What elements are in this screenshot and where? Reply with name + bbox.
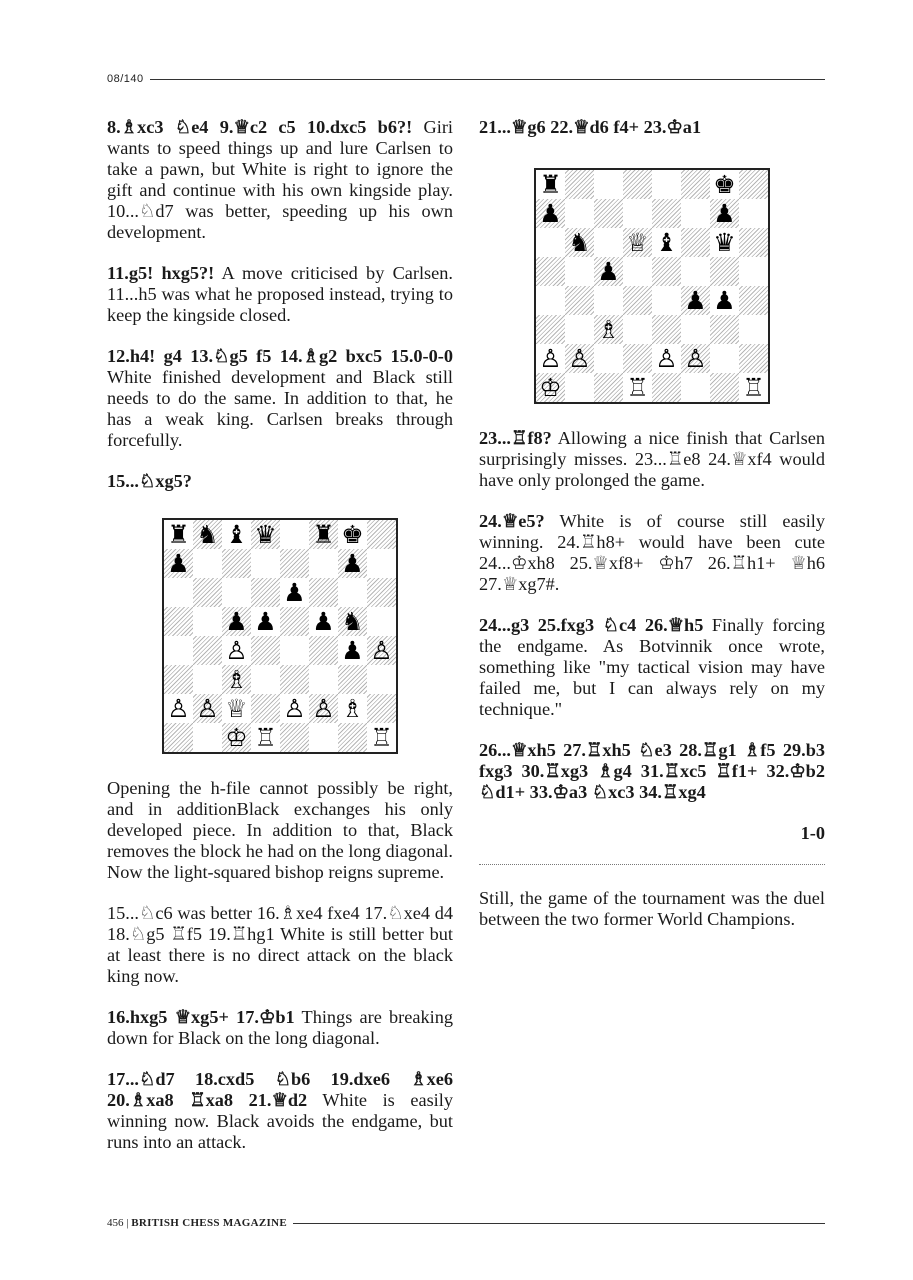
page-number: 456 bbox=[107, 1217, 124, 1229]
black-pawn-icon: ♟ bbox=[597, 257, 620, 286]
left-column bbox=[107, 117, 453, 1173]
black-rook-icon: ♜ bbox=[312, 520, 335, 549]
move-sequence: 24.♕e5? bbox=[479, 511, 545, 531]
move-sequence: 15...♘xg5? bbox=[107, 471, 192, 491]
white-rook-icon: ♖ bbox=[254, 723, 277, 752]
white-pawn-icon: ♙ bbox=[370, 636, 393, 665]
board-square bbox=[164, 723, 193, 752]
board-square bbox=[652, 257, 681, 286]
black-pawn-icon: ♟ bbox=[254, 607, 277, 636]
board-square bbox=[367, 520, 396, 549]
footer-label bbox=[107, 1217, 287, 1229]
white-pawn-icon: ♙ bbox=[539, 344, 562, 373]
board-square bbox=[565, 286, 594, 315]
black-pawn-icon: ♟ bbox=[341, 636, 364, 665]
board-square bbox=[594, 373, 623, 402]
paragraph bbox=[479, 740, 825, 803]
board-square bbox=[338, 665, 367, 694]
footer-rule bbox=[293, 1223, 825, 1224]
white-pawn-icon: ♙ bbox=[225, 636, 248, 665]
black-pawn-icon: ♟ bbox=[341, 549, 364, 578]
white-rook-icon: ♖ bbox=[626, 373, 649, 402]
black-pawn-icon: ♟ bbox=[713, 286, 736, 315]
board-square bbox=[623, 257, 652, 286]
black-king-icon: ♚ bbox=[341, 520, 364, 549]
board-square bbox=[222, 549, 251, 578]
paragraph bbox=[107, 263, 453, 326]
paragraph bbox=[107, 117, 453, 243]
board-square bbox=[594, 228, 623, 257]
white-king-icon: ♔ bbox=[539, 373, 562, 402]
board-square bbox=[623, 199, 652, 228]
white-bishop-icon: ♗ bbox=[597, 315, 620, 344]
move-sequence: 26...♕xh5 27.♖xh5 ♘e3 28.♖g1 ♗f5 29.b3 fxg3 30.♖xg3 ♗g4 31.♖xc5 ♖f1+ 32.♔b2 ♘d1+ 33.♔a3 ♘xc3 34.♖xg4 bbox=[479, 740, 825, 802]
white-pawn-icon: ♙ bbox=[283, 694, 306, 723]
board-square bbox=[739, 344, 768, 373]
board-square bbox=[739, 315, 768, 344]
white-pawn-icon: ♙ bbox=[684, 344, 707, 373]
board-square bbox=[251, 578, 280, 607]
black-rook-icon: ♜ bbox=[167, 520, 190, 549]
black-queen-icon: ♛ bbox=[713, 228, 736, 257]
board-square bbox=[681, 170, 710, 199]
black-bishop-icon: ♝ bbox=[225, 520, 248, 549]
board-square bbox=[164, 636, 193, 665]
white-queen-icon: ♕ bbox=[225, 694, 248, 723]
board-square bbox=[193, 578, 222, 607]
board-square bbox=[739, 199, 768, 228]
board-square bbox=[280, 665, 309, 694]
board-square bbox=[193, 549, 222, 578]
commentary: Finally forcing the endgame. As Botvinnik once wrote, something like "my tactical vision may have failed me, but I can always rely on my technique." bbox=[479, 615, 825, 719]
board-square bbox=[565, 170, 594, 199]
board-square bbox=[739, 170, 768, 199]
board-square bbox=[193, 607, 222, 636]
board-square bbox=[251, 549, 280, 578]
board-square bbox=[652, 199, 681, 228]
board-square bbox=[681, 315, 710, 344]
page-footer bbox=[107, 1217, 825, 1229]
black-king-icon: ♚ bbox=[713, 170, 736, 199]
black-pawn-icon: ♟ bbox=[225, 607, 248, 636]
move-sequence: 17...♘d7 18.cxd5 ♘b6 19.dxe6 ♗xe6 20.♗xa8 ♖xa8 21.♕d2 bbox=[107, 1069, 453, 1110]
chess-board bbox=[534, 168, 770, 404]
board-square bbox=[280, 636, 309, 665]
paragraph bbox=[107, 471, 453, 492]
board-square bbox=[594, 286, 623, 315]
move-sequence: 21...♕g6 22.♕d6 f4+ 23.♔a1 bbox=[479, 117, 702, 137]
paragraph: Opening the h-file cannot possibly be right, and in additionBlack exchanges his only developed piece. In addition to that, Black removes the block he had on the long diagonal. Now the light-squared bishop reigns supreme. bbox=[107, 778, 453, 882]
white-queen-icon: ♕ bbox=[626, 228, 649, 257]
board-square bbox=[280, 723, 309, 752]
white-bishop-icon: ♗ bbox=[341, 694, 364, 723]
board-square bbox=[222, 578, 251, 607]
commentary: A move criticised by Carlsen. 11...h5 was what he proposed instead, trying to keep the kingside closed. bbox=[107, 263, 453, 325]
paragraph bbox=[479, 117, 825, 138]
board-square bbox=[594, 344, 623, 373]
commentary: Allowing a nice finish that Carlsen surprisingly misses. 23...♖e8 24.♕xf4 would have only prolonged the game. bbox=[479, 428, 825, 490]
board-square bbox=[565, 199, 594, 228]
black-knight-icon: ♞ bbox=[568, 228, 591, 257]
white-bishop-icon: ♗ bbox=[225, 665, 248, 694]
board-square bbox=[251, 694, 280, 723]
board-square bbox=[739, 257, 768, 286]
diagram-2 bbox=[479, 168, 825, 404]
game-result bbox=[479, 823, 825, 844]
commentary: White is easily winning now. Black avoids the endgame, but runs into an attack. bbox=[107, 1090, 453, 1152]
move-sequence: 23...♖f8? bbox=[479, 428, 552, 448]
board-square bbox=[367, 578, 396, 607]
commentary: Giri wants to speed things up and lure Carlsen to take a pawn, but White is right to ignore the gift and continue with his own kingside play. 10...♘d7 was better, speeding up his own development. bbox=[107, 117, 453, 242]
board-square bbox=[367, 607, 396, 636]
page-header bbox=[107, 73, 825, 85]
commentary: White finished development and Black still needs to do the same. In addition to that, he has a weak king. Carlsen breaks through forcefully. bbox=[107, 367, 453, 450]
board-square bbox=[681, 257, 710, 286]
paragraph bbox=[107, 1069, 453, 1153]
board-square bbox=[309, 636, 338, 665]
result-label: 1-0 bbox=[800, 823, 825, 843]
board-square bbox=[565, 315, 594, 344]
board-square bbox=[309, 549, 338, 578]
move-sequence: 11.g5! hxg5?! bbox=[107, 263, 215, 283]
black-pawn-icon: ♟ bbox=[167, 549, 190, 578]
board-square bbox=[681, 373, 710, 402]
move-sequence: 8.♗xc3 ♘e4 9.♕c2 c5 10.dxc5 b6?! bbox=[107, 117, 413, 137]
commentary: Things are breaking down for Black on the long diagonal. bbox=[107, 1007, 453, 1048]
board-square bbox=[164, 607, 193, 636]
board-square bbox=[536, 257, 565, 286]
black-rook-icon: ♜ bbox=[539, 170, 562, 199]
black-pawn-icon: ♟ bbox=[312, 607, 335, 636]
black-bishop-icon: ♝ bbox=[655, 228, 678, 257]
paragraph bbox=[479, 615, 825, 720]
board-square bbox=[164, 578, 193, 607]
board-square bbox=[367, 549, 396, 578]
board-square bbox=[594, 199, 623, 228]
white-pawn-icon: ♙ bbox=[196, 694, 219, 723]
board-square bbox=[652, 373, 681, 402]
board-square bbox=[251, 665, 280, 694]
board-square bbox=[367, 665, 396, 694]
commentary: White is of course still easily winning. 24.♖h8+ would have been cute 24...♔xh8 25.♕xf8+ ♔h7 26.♖h1+ ♕h6 27.♕xg7#. bbox=[479, 511, 825, 594]
board-square bbox=[164, 665, 193, 694]
board-square bbox=[280, 549, 309, 578]
white-pawn-icon: ♙ bbox=[312, 694, 335, 723]
board-square bbox=[309, 665, 338, 694]
paragraph: 15...♘c6 was better 16.♗xe4 fxe4 17.♘xe4 d4 18.♘g5 ♖f5 19.♖hg1 White is still better but at least there is no direct attack on the black king now. bbox=[107, 903, 453, 986]
paragraph bbox=[479, 511, 825, 595]
paragraph: Still, the game of the tournament was the duel between the two former World Champions. bbox=[479, 888, 825, 929]
move-sequence: 24...g3 25.fxg3 ♘c4 26.♕h5 bbox=[479, 615, 704, 635]
white-pawn-icon: ♙ bbox=[568, 344, 591, 373]
board-square bbox=[280, 607, 309, 636]
paragraph bbox=[107, 1007, 453, 1049]
board-square bbox=[338, 578, 367, 607]
board-square bbox=[739, 228, 768, 257]
black-knight-icon: ♞ bbox=[196, 520, 219, 549]
chess-board bbox=[162, 518, 398, 754]
board-square bbox=[710, 373, 739, 402]
header-rule bbox=[150, 79, 825, 80]
board-square bbox=[623, 315, 652, 344]
board-square bbox=[681, 199, 710, 228]
white-king-icon: ♔ bbox=[225, 723, 248, 752]
board-square bbox=[710, 257, 739, 286]
board-square bbox=[309, 578, 338, 607]
board-square bbox=[652, 315, 681, 344]
paragraph bbox=[107, 346, 453, 451]
board-square bbox=[565, 257, 594, 286]
board-square bbox=[739, 286, 768, 315]
board-square bbox=[338, 723, 367, 752]
board-square bbox=[251, 636, 280, 665]
board-square bbox=[367, 694, 396, 723]
black-pawn-icon: ♟ bbox=[283, 578, 306, 607]
board-square bbox=[623, 344, 652, 373]
board-square bbox=[710, 315, 739, 344]
move-sequence: 16.hxg5 ♕xg5+ 17.♔b1 bbox=[107, 1007, 295, 1027]
right-column bbox=[479, 117, 825, 950]
black-knight-icon: ♞ bbox=[341, 607, 364, 636]
board-square bbox=[652, 170, 681, 199]
black-queen-icon: ♛ bbox=[254, 520, 277, 549]
board-square bbox=[594, 170, 623, 199]
board-square bbox=[193, 636, 222, 665]
white-pawn-icon: ♙ bbox=[655, 344, 678, 373]
board-square bbox=[193, 665, 222, 694]
white-rook-icon: ♖ bbox=[742, 373, 765, 402]
black-pawn-icon: ♟ bbox=[539, 199, 562, 228]
board-square bbox=[536, 286, 565, 315]
diagram-1 bbox=[107, 518, 453, 754]
section-divider bbox=[479, 864, 825, 866]
board-square bbox=[681, 228, 710, 257]
board-square bbox=[309, 723, 338, 752]
white-rook-icon: ♖ bbox=[370, 723, 393, 752]
board-square bbox=[710, 344, 739, 373]
board-square bbox=[623, 170, 652, 199]
board-square bbox=[536, 228, 565, 257]
black-pawn-icon: ♟ bbox=[684, 286, 707, 315]
footer-separator: | bbox=[126, 1217, 129, 1229]
board-square bbox=[652, 286, 681, 315]
move-sequence: 12.h4! g4 13.♘g5 f5 14.♗g2 bxc5 15.0-0-0 bbox=[107, 346, 453, 366]
black-pawn-icon: ♟ bbox=[713, 199, 736, 228]
white-pawn-icon: ♙ bbox=[167, 694, 190, 723]
magazine-name: BRITISH CHESS MAGAZINE bbox=[131, 1217, 287, 1229]
page-counter: 08/140 bbox=[107, 73, 144, 85]
board-square bbox=[536, 315, 565, 344]
paragraph bbox=[479, 428, 825, 491]
board-square bbox=[193, 723, 222, 752]
board-square bbox=[623, 286, 652, 315]
board-square bbox=[565, 373, 594, 402]
board-square bbox=[280, 520, 309, 549]
